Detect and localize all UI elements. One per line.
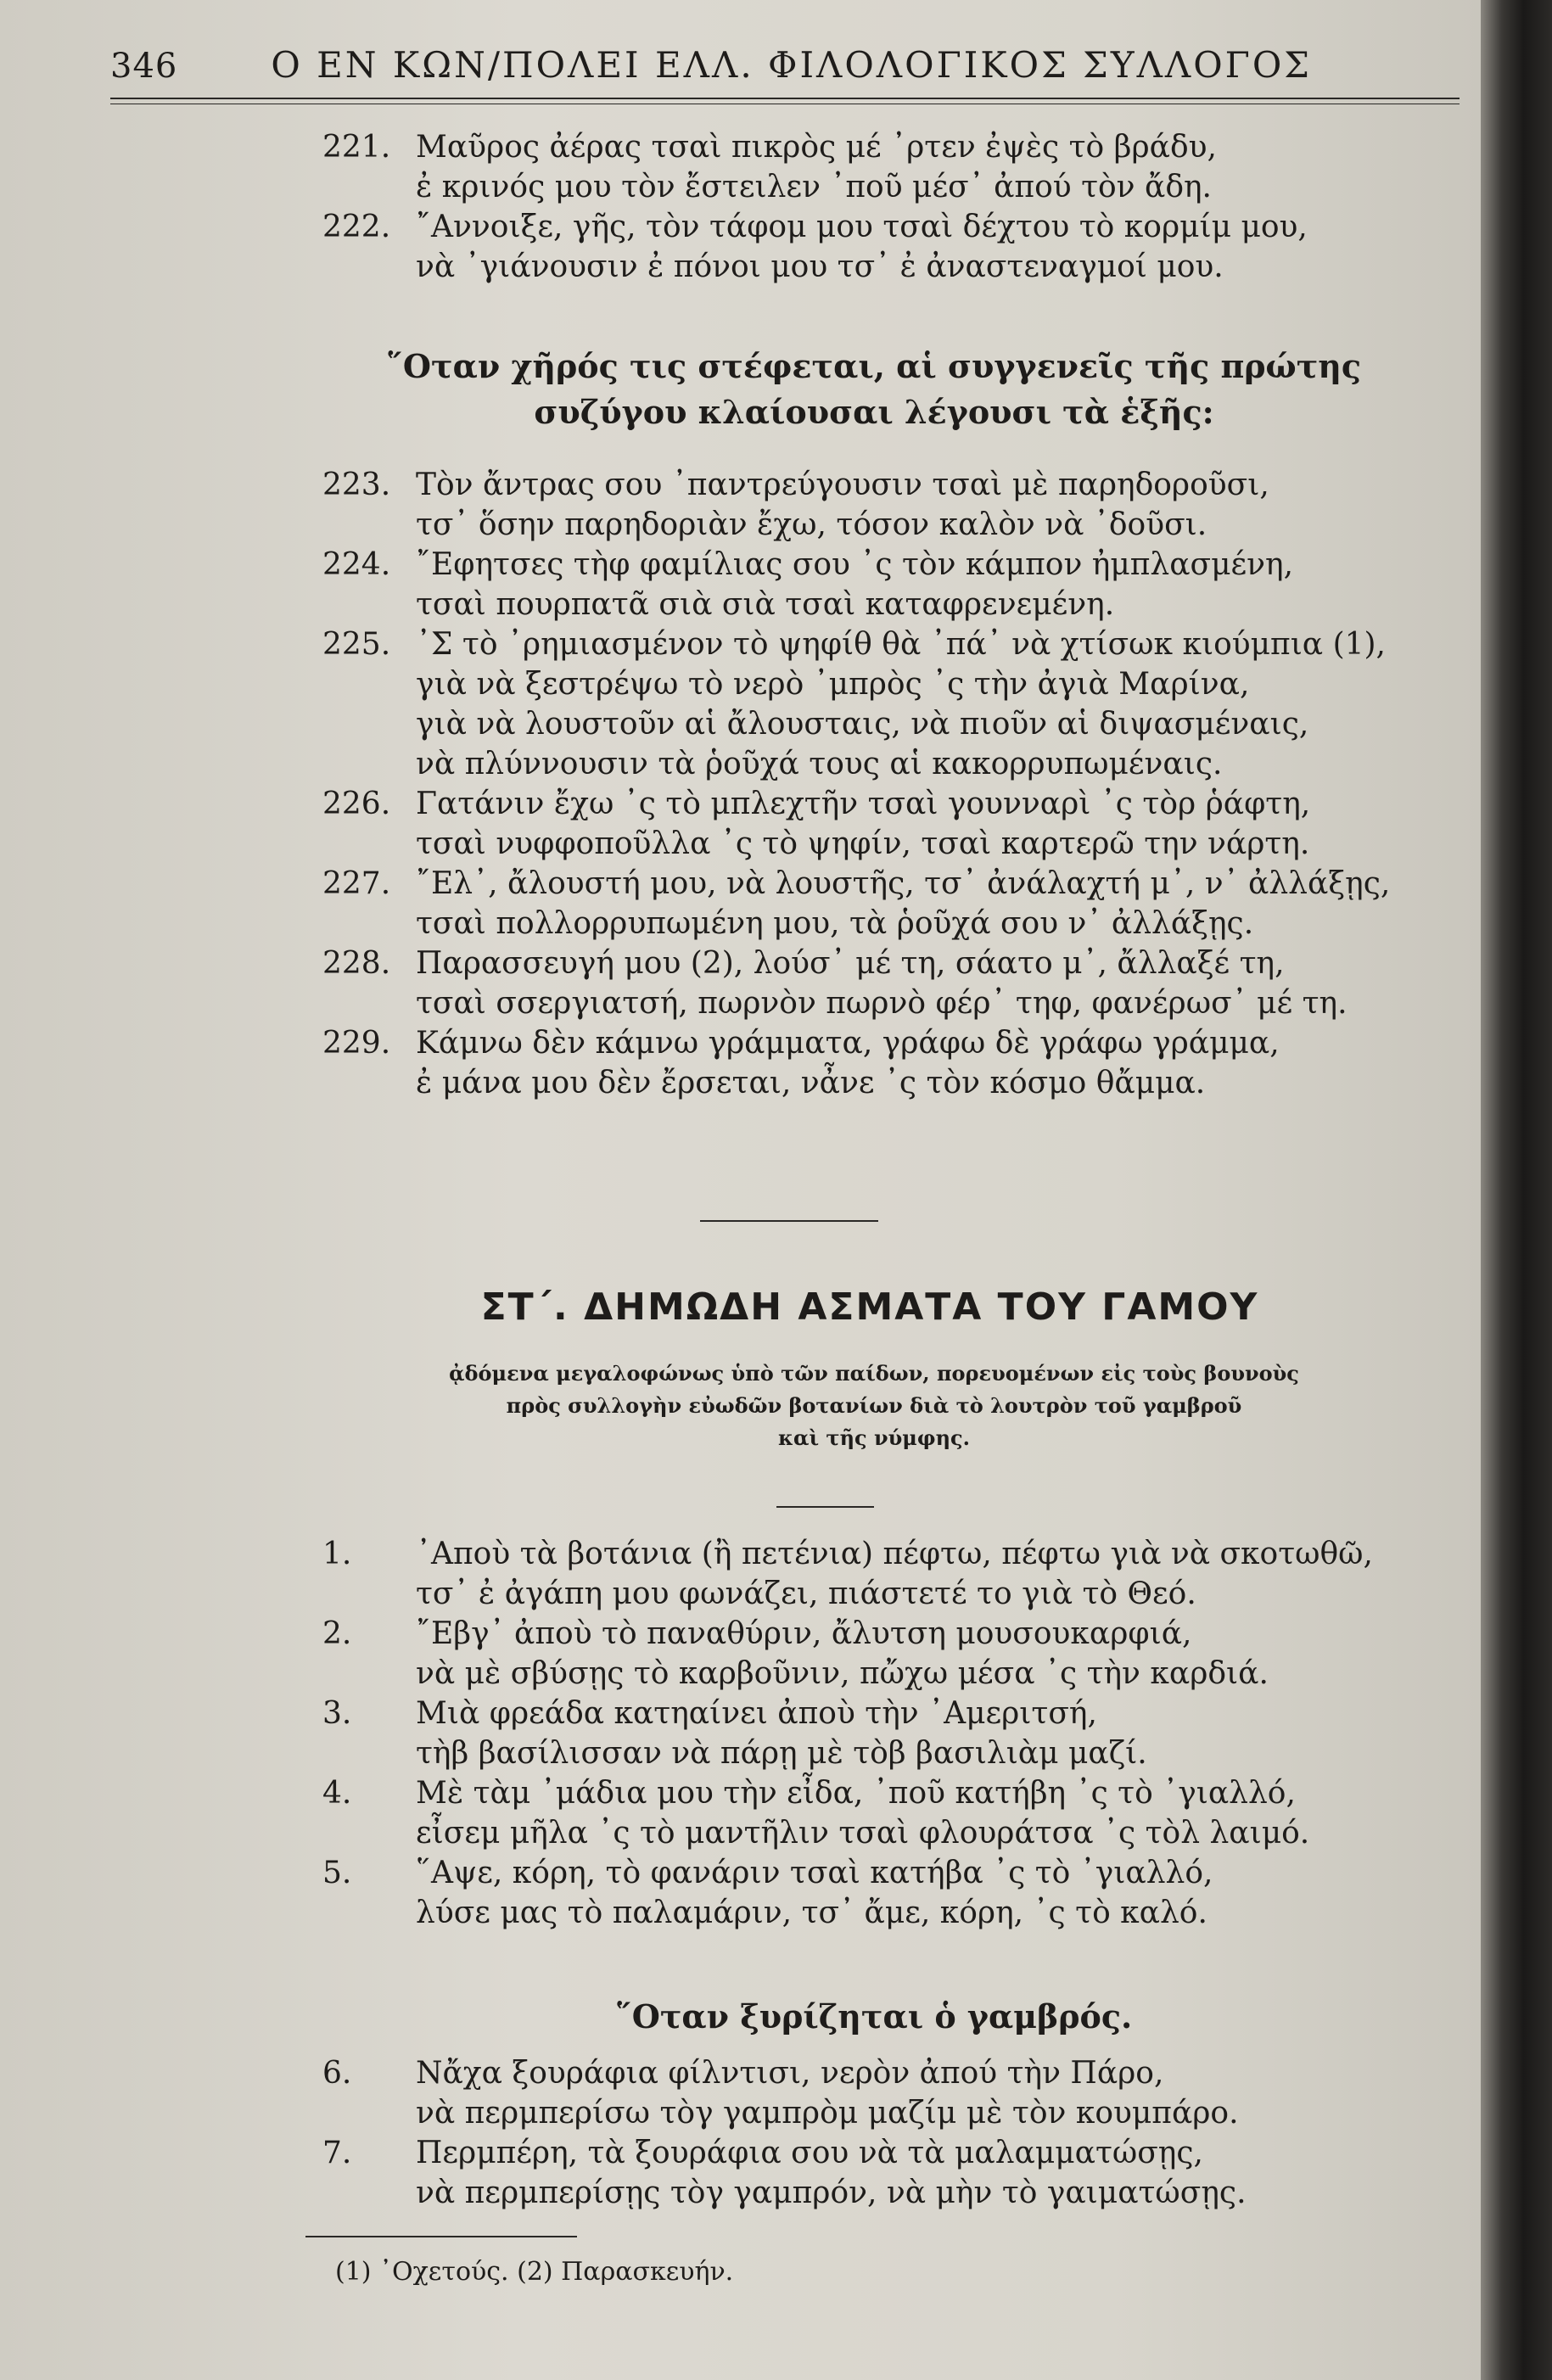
header-rule-top [110, 98, 1460, 99]
song-verse-1 [322, 1534, 1417, 1614]
verse-line: λύσε μας τὸ παλαμάριν, τσ᾽ ἄμε, κόρη, ᾽ς τὸ καλό. [416, 1896, 1207, 1930]
verse-line: νὰ περμπερίσῃς τὸγ γαμπρόν, νὰ μὴν τὸ γαιματώσῃς. [416, 2176, 1247, 2210]
verse-line: ἐ μάνα μου δὲν ἔρσεται, νἆνε ᾽ς τὸν κόσμο θἄμμα. [416, 1066, 1206, 1100]
verse-number: 229. [322, 1026, 391, 1061]
verse-line: τὴβ βασίλισσαν νὰ πάρῃ μὲ τὸβ βασιλιὰμ μαζί. [416, 1736, 1147, 1771]
verse-line: Περμπέρη, τὰ ξουράφια σου νὰ τὰ μαλαμματώσῃς, [416, 2136, 1203, 2170]
verse-line: ῎Εφητσες τὴφ φαμίλιας σου ᾽ς τὸν κάμπον ἠμπλασμένη, [416, 547, 1294, 582]
verse-number: 223. [322, 468, 391, 502]
song-verse-5 [322, 1853, 1417, 1933]
verse-block-3 [322, 1534, 1417, 1933]
heading-line: συζύγου κλαίουσαι λέγουσι τὰ ἑξῆς: [534, 393, 1214, 431]
song-verse-6 [322, 2053, 1417, 2133]
verse-222 [322, 207, 1417, 287]
song-verse-4 [322, 1773, 1417, 1853]
song-verse-3 [322, 1694, 1417, 1773]
verse-line: Μὲ τὰμ ᾽μάδια μου τὴν εἶδα, ᾽ποῦ κατήβη ᾽ς τὸ ᾽γιαλλό, [416, 1776, 1296, 1811]
song-verse-2 [322, 1614, 1417, 1694]
subtitle-divider [776, 1506, 874, 1508]
book-spine-shadow [1481, 0, 1552, 2380]
footnotes: (1) ᾽Οχετούς. (2) Παρασκευήν. [335, 2257, 734, 2287]
verse-line: γιὰ νὰ λουστοῦν αἱ ἄλουσταις, νὰ πιοῦν αἱ διψασμέναις, [416, 707, 1309, 742]
verse-number: 221. [322, 130, 391, 165]
running-title: Ο ΕΝ ΚΩΝ/ΠΟΛΕΙ ΕΛΛ. ΦΙΛΟΛΟΓΙΚΟΣ ΣΥΛΛΟΓΟΣ [271, 44, 1312, 86]
subtitle-line: καὶ τῆς νύμφης. [778, 1425, 970, 1450]
verse-line: Τὸν ἄντρας σου ᾽παντρεύγουσιν τσαὶ μὲ παρηδοροῦσι, [416, 468, 1269, 502]
verse-225 [322, 624, 1417, 784]
verse-number: 1. [322, 1537, 352, 1571]
verse-line: Κάμνω δὲν κάμνω γράμματα, γράφω δὲ γράφω γράμμα, [416, 1026, 1280, 1061]
section-divider [700, 1220, 878, 1222]
verse-228 [322, 944, 1417, 1023]
verse-line: νὰ ᾽γιάνουσιν ἐ πόνοι μου τσ᾽ ἐ ἀναστεναγμοί μου. [416, 249, 1224, 284]
verse-line: γιὰ νὰ ξεστρέψω τὸ νερὸ ᾽μπρὸς ᾽ς τὴν ἀγιὰ Μαρίνα, [416, 667, 1250, 702]
verse-number: 227. [322, 866, 391, 901]
verse-line: νὰ πλύννουσιν τὰ ῥοῦχά τους αἱ κακορρυπωμέναις. [416, 747, 1223, 781]
section-heading-groom-shaving [331, 1994, 1417, 2040]
verse-line: τσ᾽ ἐ ἀγάπη μου φωνάζει, πιάστετέ το γιὰ τὸ Θεό. [416, 1576, 1196, 1611]
subtitle-line: πρὸς συλλογὴν εὐωδῶν βοτανίων διὰ τὸ λουτρὸν τοῦ γαμβροῦ [506, 1393, 1242, 1418]
verse-block-4 [322, 2053, 1417, 2213]
page-number: 346 [110, 47, 178, 86]
heading-line: ῞Οταν ξυρίζηται ὁ γαμβρός. [615, 1997, 1133, 2036]
verse-number: 224. [322, 547, 391, 582]
verse-line: νὰ μὲ σβύσῃς τὸ καρβοῦνιν, πὤχω μέσα ᾽ς τὴν καρδιά. [416, 1656, 1269, 1691]
heading-line: ῞Οταν χῆρός τις στέφεται, αἱ συγγενεῖς τῆς πρώτης [386, 347, 1362, 385]
verse-number: 7. [322, 2136, 352, 2170]
verse-line: ῎Ελ᾽, ἄλουστή μου, νὰ λουστῆς, τσ᾽ ἀνάλαχτή μ᾽, ν᾽ ἀλλάξῃς, [416, 866, 1391, 901]
verse-line: Μαῦρος ἀέρας τσαὶ πικρὸς μέ ᾽ρτεν ἐψὲς τὸ βράδυ, [416, 130, 1217, 165]
section-heading-widower [331, 344, 1417, 435]
verse-227 [322, 864, 1417, 944]
verse-block-1 [322, 127, 1417, 287]
verse-line: τσαὶ σσεργιατσή, πωρνὸν πωρνὸ φέρ᾽ τηφ, φανέρωσ᾽ μέ τη. [416, 986, 1347, 1021]
verse-line: τσαὶ νυφφοποῦλλα ᾽ς τὸ ψηφίν, τσαὶ καρτερῶ την νάρτη. [416, 826, 1310, 861]
verse-line: ῞Αψε, κόρη, τὸ φανάριν τσαὶ κατήβα ᾽ς τὸ ᾽γιαλλό, [416, 1856, 1213, 1890]
verse-224 [322, 545, 1417, 624]
verse-line: ᾽Αποὺ τὰ βοτάνια (ἢ πετένια) πέφτω, πέφτω γιὰ νὰ σκοτωθῶ, [416, 1537, 1373, 1571]
verse-line: ἐ κρινός μου τὸν ἔστειλεν ᾽ποῦ μέσ᾽ ἀπού τὸν ἄδη. [416, 170, 1213, 204]
verse-number: 228. [322, 946, 391, 981]
song-verse-7 [322, 2133, 1417, 2213]
section-title: ΣΤ΄. ΔΗΜΩΔΗ ΑΣΜΑΤΑ ΤΟΥ ΓΑΜΟΥ [480, 1285, 1259, 1329]
verse-number: 5. [322, 1856, 352, 1890]
verse-number: 2. [322, 1616, 352, 1651]
verse-number: 226. [322, 787, 391, 821]
verse-line: εἶσεμ μῆλα ᾽ς τὸ μαντῆλιν τσαὶ φλουράτσα ᾽ς τὸλ λαιμό. [416, 1816, 1310, 1851]
verse-line: Μιὰ φρεάδα κατηαίνει ἀποὺ τὴν ᾽Αμεριτσή, [416, 1696, 1097, 1731]
footnote-rule [305, 2236, 577, 2237]
verse-number: 3. [322, 1696, 352, 1731]
verse-line: τσ᾽ ὅσην παρηδοριὰν ἔχω, τόσον καλὸν νὰ ᾽δοῦσι. [416, 507, 1207, 542]
verse-223 [322, 465, 1417, 545]
section-subtitle [331, 1358, 1417, 1454]
verse-number: 4. [322, 1776, 352, 1811]
subtitle-line: ᾀδόμενα μεγαλοφώνως ὑπὸ τῶν παίδων, πορευομένων εἰς τοὺς βουνοὺς [449, 1361, 1299, 1386]
verse-line: τσαὶ πουρπατᾶ σιὰ σιὰ τσαὶ καταφρενεμένη. [416, 587, 1115, 622]
verse-line: ῎Αννοιξε, γῆς, τὸν τάφομ μου τσαὶ δέχτου τὸ κορμίμ μου, [416, 210, 1308, 244]
verse-line: ῎Εβγ᾽ ἀποὺ τὸ παναθύριν, ἄλυτση μουσουκαρφιά, [416, 1616, 1192, 1651]
verse-line: Παρασσευγή μου (2), λούσ᾽ μέ τη, σάατο μ᾽, ἄλλαξέ τη, [416, 946, 1285, 981]
page-header [110, 44, 1468, 104]
verse-line: ᾽Σ τὸ ᾽ρημιασμένον τὸ ψηφίθ θὰ ᾽πά᾽ νὰ χτίσωκ κιούμπια (1), [416, 627, 1386, 662]
verse-number: 225. [322, 627, 391, 662]
verse-line: νὰ περμπερίσω τὸγ γαμπρὸμ μαζίμ μὲ τὸν κουμπάρο. [416, 2096, 1239, 2131]
verse-number: 222. [322, 210, 391, 244]
verse-line: Γατάνιν ἔχω ᾽ς τὸ μπλεχτῆν τσαὶ γουνναρὶ ᾽ς τὸρ ῥάφτη, [416, 787, 1311, 821]
verse-line: τσαὶ πολλορρυπωμένη μου, τὰ ῥοῦχά σου ν᾽ ἀλλάξῃς. [416, 906, 1254, 941]
verse-226 [322, 784, 1417, 864]
verse-line: Νἄχα ξουράφια φίλντισι, νερὸν ἀπού τὴν Πάρο, [416, 2056, 1164, 2091]
verse-229 [322, 1023, 1417, 1103]
verse-block-2 [322, 465, 1417, 1103]
verse-221 [322, 127, 1417, 207]
verse-number: 6. [322, 2056, 352, 2091]
